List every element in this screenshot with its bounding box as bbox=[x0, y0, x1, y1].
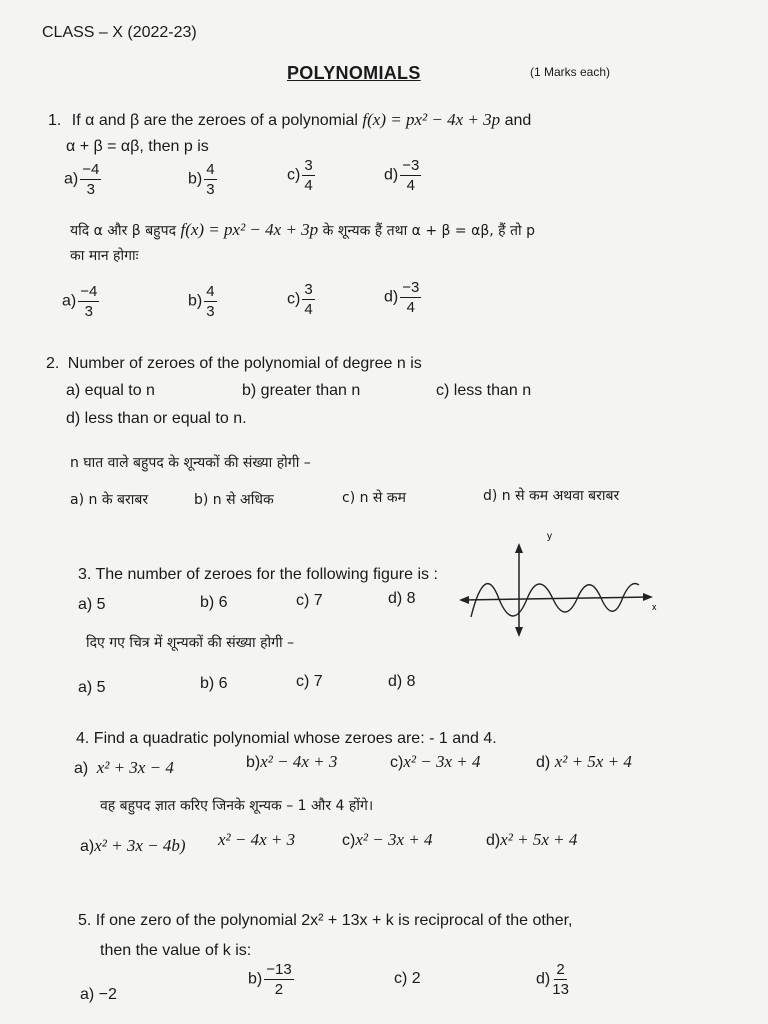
q3-hindi-option-d: d) 8 bbox=[388, 673, 416, 690]
y-arrow-top bbox=[515, 543, 523, 553]
q2-option-b: b) greater than n bbox=[242, 382, 361, 399]
q5-option-d: d) $\frac{2}{13}$ bbox=[536, 961, 569, 998]
polynomial-expression: f(x) = px² − 4x + 3p bbox=[362, 110, 501, 129]
question-text: If α and β are the zeroes of a polynomial bbox=[71, 112, 358, 129]
x-arrow-left bbox=[459, 596, 469, 604]
page-title: POLYNOMIALS bbox=[287, 63, 421, 83]
question-text-and: and bbox=[504, 112, 532, 129]
q2-hindi-option-d: d) n से कम अथवा बराबर bbox=[483, 488, 620, 504]
zeroes-graph bbox=[455, 525, 665, 640]
q4-option-b: b)x² − 4x + 3 bbox=[246, 752, 338, 771]
q4-hindi-option-b: x² − 4x + 3 bbox=[218, 830, 296, 849]
question-2-text: 2. Number of zeroes of the polynomial of degree n is bbox=[46, 355, 422, 372]
class-label: CLASS – X (2022-23) bbox=[42, 24, 197, 41]
q2-hindi-option-b: b) n से अधिक bbox=[194, 492, 274, 508]
x-arrow-right bbox=[643, 593, 653, 601]
q3-option-d: d) 8 bbox=[388, 590, 416, 607]
q4-hindi-option-a: a)x² + 3x − 4b) bbox=[80, 836, 186, 855]
q2-hindi-option-c: c) n से कम bbox=[342, 490, 406, 506]
q4-hindi-option-c: c)x² − 3x + 4 bbox=[342, 830, 433, 849]
q1-hindi-option-b: b) $\frac{4}{3}$ bbox=[188, 283, 215, 320]
q3-option-a: a) 5 bbox=[78, 596, 106, 613]
q1-hindi-option-a: a) $\frac{-4}{3}$ bbox=[62, 283, 98, 320]
q3-hindi-option-b: b) 6 bbox=[200, 675, 228, 692]
y-axis-label: y bbox=[547, 531, 552, 542]
question-1-hindi-cont: का मान होगाः bbox=[70, 248, 139, 264]
question-5-text-cont: then the value of k is: bbox=[100, 942, 252, 959]
q1-option-a: a) $\frac{-4}{3}$ bbox=[64, 161, 100, 198]
q2-option-a: a) equal to n bbox=[66, 382, 155, 399]
question-3-text: 3. The number of zeroes for the following figure is : bbox=[78, 566, 438, 583]
q5-option-a: a) −2 bbox=[80, 986, 117, 1003]
question-1-hindi: यदि α और β बहुपद f(x) = px² − 4x + 3p के शून्यक हैं तथा α + β = αβ, हैं तो p bbox=[70, 220, 536, 239]
question-1-condition: α + β = αβ, then p is bbox=[66, 138, 209, 155]
q5-option-c: c) 2 bbox=[394, 970, 421, 987]
question-5-text: 5. If one zero of the polynomial 2x² + 13x + k is reciprocal of the other, bbox=[78, 912, 573, 929]
q1-hindi-option-d: d) $\frac{-3}{4}$ bbox=[384, 279, 420, 316]
q4-hindi-option-d: d)x² + 5x + 4 bbox=[486, 830, 578, 849]
q2-option-c: c) less than n bbox=[436, 382, 532, 399]
q3-hindi-option-a: a) 5 bbox=[78, 679, 106, 696]
q1-option-d: d) $\frac{-3}{4}$ bbox=[384, 157, 420, 194]
question-1-text bbox=[48, 110, 531, 130]
x-axis-label: x bbox=[652, 602, 657, 612]
question-2-hindi: n घात वाले बहुपद के शून्यकों की संख्या होगी – bbox=[70, 455, 311, 471]
wave-curve bbox=[471, 584, 639, 618]
q3-option-b: b) 6 bbox=[200, 594, 228, 611]
marks-note: (1 Marks each) bbox=[530, 65, 611, 79]
q4-option-c: c)x² − 3x + 4 bbox=[390, 752, 481, 771]
question-4-hindi: वह बहुपद ज्ञात करिए जिनके शून्यक – 1 और 4 होंगे। bbox=[100, 798, 374, 814]
y-arrow-bottom bbox=[515, 627, 523, 637]
q1-option-b: b) $\frac{4}{3}$ bbox=[188, 161, 215, 198]
q4-option-d: d) x² + 5x + 4 bbox=[536, 752, 632, 771]
q2-hindi-option-a: a) n के बराबर bbox=[70, 492, 149, 508]
q2-option-d: d) less than or equal to n. bbox=[66, 410, 247, 427]
q4-option-a: a) x² + 3x − 4 bbox=[74, 758, 174, 777]
q1-option-c: c) $\frac{3}{4}$ bbox=[287, 157, 313, 194]
question-4-text: 4. Find a quadratic polynomial whose zeroes are: - 1 and 4. bbox=[76, 730, 497, 747]
q3-hindi-option-c: c) 7 bbox=[296, 673, 323, 690]
q3-option-c: c) 7 bbox=[296, 592, 323, 609]
question-number: 1. bbox=[48, 112, 62, 129]
q1-hindi-option-c: c) $\frac{3}{4}$ bbox=[287, 281, 313, 318]
question-3-hindi: दिए गए चित्र में शून्यकों की संख्या होगी – bbox=[86, 635, 295, 651]
x-axis bbox=[463, 597, 649, 600]
q5-option-b: b) $\frac{-13}{2}$ bbox=[248, 961, 292, 998]
